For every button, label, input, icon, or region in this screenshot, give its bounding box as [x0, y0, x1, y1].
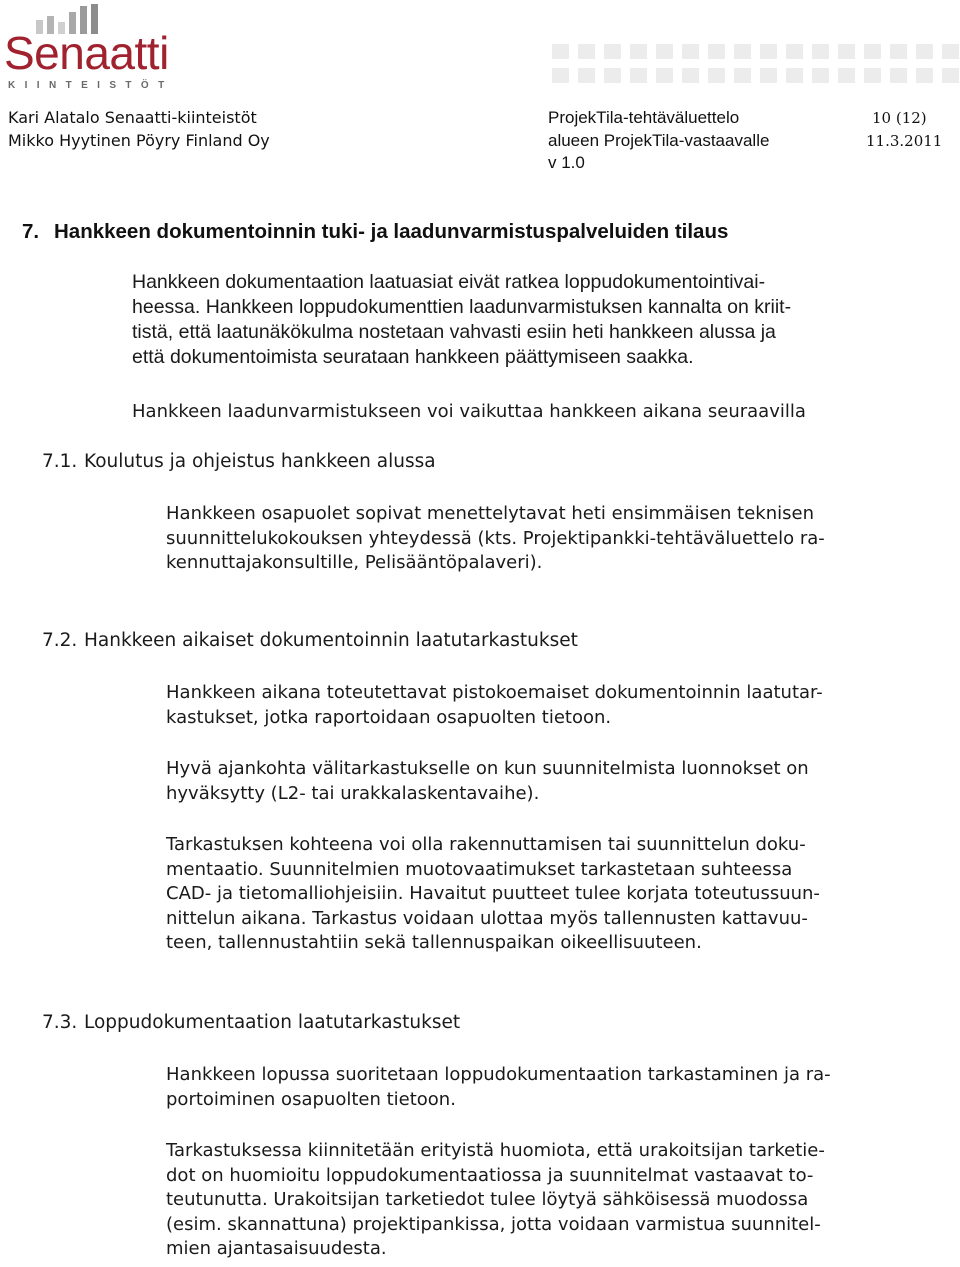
text-line: että dokumentoimista seurataan hankkeen päättymiseen saakka.: [132, 346, 694, 368]
text-line: teen, tallennustahtiin sekä tallennuspaikan oikeellisuuteen.: [166, 932, 702, 953]
section-title: Hankkeen dokumentoinnin tuki- ja laadunvarmistuspalveluiden tilaus: [54, 220, 729, 243]
company-logo-subtitle: KIINTEISTÖT: [8, 80, 174, 91]
paragraph: [166, 757, 809, 806]
text-line: CAD- ja tietomalliohjeisiin. Havaitut puutteet tulee korjata toteutussuun-: [166, 883, 820, 904]
text-line: Tarkastuksessa kiinnitetään erityistä huomiota, että urakoitsijan tarketie-: [166, 1140, 825, 1161]
text-line: kennuttajakonsultille, Pelisääntöpalaveri).: [166, 552, 543, 573]
subsection-heading: [42, 630, 578, 651]
text-line: suunnittelukokouksen yhteydessä (kts. Projektipankki-tehtäväluettelo ra-: [166, 527, 825, 549]
subsection-title: Koulutus ja ohjeistus hankkeen alussa: [84, 451, 436, 472]
text-line: portoiminen osapuolten tietoon.: [166, 1088, 456, 1110]
section-heading: [22, 220, 728, 244]
section-number: 7.: [22, 220, 40, 243]
text-line: mien ajantasaisuudesta.: [166, 1238, 387, 1259]
header-doc-title-1: ProjekTila-tehtäväluettelo: [548, 108, 740, 127]
text-line: Hankkeen osapuolet sopivat menettelytavat heti ensimmäisen teknisen: [166, 503, 814, 524]
header-author-1: Kari Alatalo Senaatti-kiinteistöt: [8, 108, 257, 127]
text-line: teutunutta. Urakoitsijan tarketiedot tulee löytyä sähköisessä muodossa: [166, 1189, 809, 1210]
text-line: Hyvä ajankohta välitarkastukselle on kun suunnitelmista luonnokset on: [166, 758, 809, 779]
text-line: kastukset, jotka raportoidaan osapuolten tietoon.: [166, 706, 612, 728]
text-line: Hankkeen laadunvarmistukseen voi vaikuttaa hankkeen aikana seuraavilla: [132, 401, 806, 422]
text-line: dot on huomioitu loppudokumentaatiossa ja suunnitelmat vastaavat to-: [166, 1164, 814, 1186]
paragraph: [166, 681, 823, 730]
subsection-title: Hankkeen aikaiset dokumentoinnin laatutarkastukset: [84, 630, 578, 651]
text-line: Tarkastuksen kohteena voi olla rakennuttamisen tai suunnittelun doku-: [166, 834, 806, 855]
text-line: mentaatio. Suunnitelmien muotovaatimukset tarkastetaan suhteessa: [166, 858, 793, 880]
section-intro-paragraph: [132, 270, 791, 370]
subsection-number: 7.2.: [42, 630, 78, 651]
subsection-title: Loppudokumentaation laatutarkastukset: [84, 1012, 461, 1033]
header-author-2: Mikko Hyytinen Pöyry Finland Oy: [8, 131, 270, 150]
paragraph: [166, 502, 825, 576]
text-line: nittelun aikana. Tarkastus voidaan ulottaa myös tallennusten kattavuu-: [166, 907, 808, 929]
header-grid-decoration: [552, 44, 960, 92]
text-line: tistä, että laatunäkökulma nostetaan vahvasti esiin heti hankkeen alussa ja: [132, 321, 776, 343]
paragraph: [166, 1063, 831, 1112]
header-version: v 1.0: [548, 153, 585, 172]
subsection-number: 7.1.: [42, 451, 78, 472]
company-logo: Senaatti: [4, 27, 169, 79]
paragraph: [166, 833, 820, 956]
text-line: Hankkeen lopussa suoritetaan loppudokumentaation tarkastaminen ja ra-: [166, 1064, 831, 1085]
subsection-heading: [42, 451, 436, 472]
subsection-heading: [42, 1012, 460, 1033]
header-date: 11.3.2011: [866, 132, 943, 150]
text-line: hyväksytty (L2- tai urakkalaskentavaihe).: [166, 782, 540, 804]
text-line: Hankkeen aikana toteutettavat pistokoemaiset dokumentoinnin laatutar-: [166, 682, 823, 703]
text-line: heessa. Hankkeen loppudokumenttien laadunvarmistuksen kannalta on kriit-: [132, 296, 792, 318]
paragraph: [166, 1139, 825, 1262]
text-line: (esim. skannattuna) projektipankissa, jotta voidaan varmistua suunnitel-: [166, 1213, 821, 1235]
text-line: Hankkeen dokumentaation laatuasiat eivät ratkea loppudokumentointivai-: [132, 271, 766, 293]
header-page-number: 10 (12): [872, 109, 927, 127]
subsection-number: 7.3.: [42, 1012, 78, 1033]
header-doc-title-2: alueen ProjekTila-vastaavalle: [548, 131, 770, 150]
section-lead-in: [132, 400, 806, 425]
